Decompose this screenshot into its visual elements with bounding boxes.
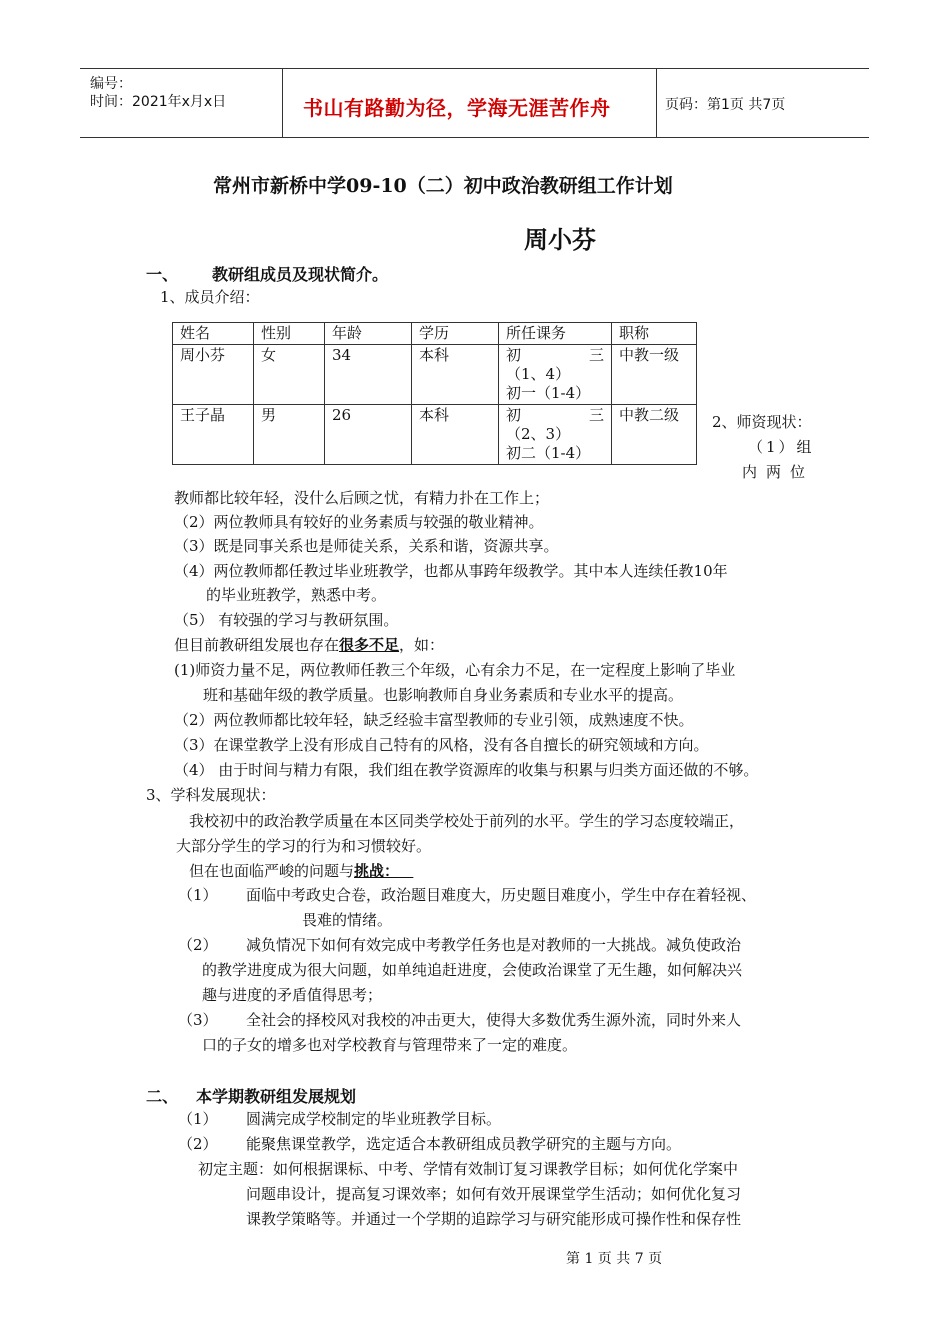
number-label: 编号： — [90, 76, 132, 92]
header-cell: 姓名 — [173, 323, 254, 345]
topic-line: 问题串设计，提高复习课效率；如何有效开展课堂学生活动；如何优化复习 — [246, 1185, 742, 1203]
member-age: 34 — [325, 345, 412, 405]
course-grade-num: 三 — [588, 406, 604, 424]
staff-status-line: 内两位 — [742, 463, 815, 481]
topic-line: 课教学策略等。并通过一个学期的追踪学习与研究能形成可操作性和保存性 — [246, 1210, 742, 1228]
deficiency-intro-pre: 但目前教研组发展也存在 — [174, 636, 340, 654]
page-footer: 第 1 页 共 7 页 — [566, 1251, 663, 1267]
section2-heading: 本学期教研组发展规划 — [196, 1087, 357, 1106]
plan-number: （2） — [178, 1135, 218, 1153]
deficiency-line: 班和基础年级的教学质量。也影响教师自身业务素质和专业水平的提高。 — [203, 686, 684, 704]
staff-status-line: （1）组 — [748, 438, 815, 456]
staff-status-heading: 2、师资现状： — [712, 413, 812, 431]
paragraph-line: 的毕业班教学，熟悉中考。 — [206, 586, 387, 604]
deficiency-highlight: 很多不足 — [339, 636, 400, 654]
challenge-line: 全社会的择校风对我校的冲击更大，使得大多数优秀生源外流，同时外来人 — [246, 1011, 742, 1029]
course-grade: 初 — [506, 346, 522, 364]
course-classes: （2、3） — [506, 425, 571, 443]
table-row — [173, 405, 697, 465]
challenge-line: 面临中考政史合卷，政治题目难度大，历史题目难度小，学生中存在着轻视、 — [246, 886, 757, 904]
member-courses — [499, 345, 612, 405]
challenge-number: （3） — [178, 1011, 218, 1029]
challenge-line: 减负情况下如何有效完成中考教学任务也是对教师的一大挑战。减负使政治 — [246, 936, 742, 954]
header-cell: 年龄 — [325, 323, 412, 345]
header-left-cell — [80, 69, 282, 137]
course-extra: 初二（1-4） — [506, 444, 591, 462]
member-gender: 女 — [254, 345, 325, 405]
members-subheading: 1、成员介绍： — [160, 288, 260, 306]
page-label: 页码：第1页 共7页 — [665, 97, 786, 113]
header-cell: 所任课务 — [499, 323, 612, 345]
author-name: 周小芬 — [524, 225, 596, 254]
section1-number: 一、 — [146, 265, 179, 284]
topic-line: 初定主题：如何根据课标、中考、学情有效制订复习课教学目标；如何优化学案中 — [198, 1160, 739, 1178]
member-courses — [499, 405, 612, 465]
paragraph-line: （3）既是同事关系也是师徒关系，关系和谐，资源共享。 — [174, 537, 559, 555]
plan-number: （1） — [178, 1110, 218, 1128]
member-name: 周小芬 — [173, 345, 254, 405]
document-title: 常州市新桥中学09-10（二）初中政治教研组工作计划 — [213, 175, 673, 197]
member-title: 中教二级 — [612, 405, 697, 465]
deficiency-line: （4） 由于时间与精力有限，我们组在教学资源库的收集与积累与归类方面还做的不够。 — [174, 761, 759, 779]
challenge-line: 的教学进度成为很大问题，如单纯追赶进度，会使政治课堂了无生趣，如何解决兴 — [202, 961, 743, 979]
course-grade: 初 — [506, 406, 522, 424]
challenge-number: （1） — [178, 886, 218, 904]
challenge-line: 口的子女的增多也对学校教育与管理带来了一定的难度。 — [202, 1036, 578, 1054]
deficiency-line: （2）两位教师都比较年轻，缺乏经验丰富型教师的专业引领，成熟速度不快。 — [174, 711, 694, 729]
subject-status-heading: 3、学科发展现状： — [146, 786, 276, 804]
members-table — [172, 322, 697, 465]
paragraph-line: 我校初中的政治教学质量在本区同类学校处于前列的水平。学生的学习态度较端正， — [189, 812, 745, 830]
member-title: 中教一级 — [612, 345, 697, 405]
motto: 书山有路勤为径，学海无涯苦作舟 — [303, 96, 611, 120]
plan-item: 能聚焦课堂教学，选定适合本教研组成员教学研究的主题与方向。 — [246, 1135, 682, 1153]
section2-number: 二、 — [146, 1087, 179, 1106]
member-education: 本科 — [412, 345, 499, 405]
paragraph-line: （4）两位教师都任教过毕业班教学，也都从事跨年级教学。其中本人连续任教10年 — [174, 562, 728, 580]
course-classes: （1、4） — [506, 365, 571, 383]
challenge-line: 畏难的情绪。 — [302, 911, 393, 929]
deficiency-intro — [174, 634, 444, 655]
paragraph-line: （5） 有较强的学习与教研氛围。 — [174, 611, 399, 629]
plan-item: 圆满完成学校制定的毕业班教学目标。 — [246, 1110, 502, 1128]
time-label: 时间：2021年x月x日 — [90, 94, 227, 110]
member-education: 本科 — [412, 405, 499, 465]
challenge-highlight: 挑战： — [354, 862, 400, 880]
deficiency-line: (1)师资力量不足，两位教师任教三个年级，心有余力不足，在一定程度上影响了毕业 — [174, 661, 736, 679]
page-header — [80, 68, 869, 138]
member-age: 26 — [325, 405, 412, 465]
challenge-intro-pre: 但在也面临严峻的问题与 — [189, 862, 355, 880]
deficiency-intro-post: ，如： — [399, 636, 445, 654]
table-row — [173, 345, 697, 405]
paragraph-line: （2）两位教师具有较好的业务素质与较强的敬业精神。 — [174, 513, 544, 531]
paragraph-line: 大部分学生的学习的行为和习惯较好。 — [176, 837, 432, 855]
course-extra: 初一（1-4） — [506, 384, 591, 402]
header-right-cell — [656, 69, 869, 137]
challenge-intro — [189, 860, 413, 881]
challenge-number: （2） — [178, 936, 218, 954]
member-gender: 男 — [254, 405, 325, 465]
header-cell: 学历 — [412, 323, 499, 345]
course-grade-num: 三 — [588, 346, 604, 364]
header-motto-cell — [282, 69, 657, 137]
paragraph-line: 教师都比较年轻，没什么后顾之忧，有精力扑在工作上； — [174, 489, 550, 507]
table-header-row — [173, 323, 697, 345]
section1-heading: 教研组成员及现状简介。 — [212, 265, 389, 284]
header-cell: 性别 — [254, 323, 325, 345]
challenge-line: 趣与进度的矛盾值得思考； — [202, 986, 383, 1004]
member-name: 王子晶 — [173, 405, 254, 465]
deficiency-line: （3）在课堂教学上没有形成自己特有的风格，没有各自擅长的研究领域和方向。 — [174, 736, 709, 754]
header-cell: 职称 — [612, 323, 697, 345]
